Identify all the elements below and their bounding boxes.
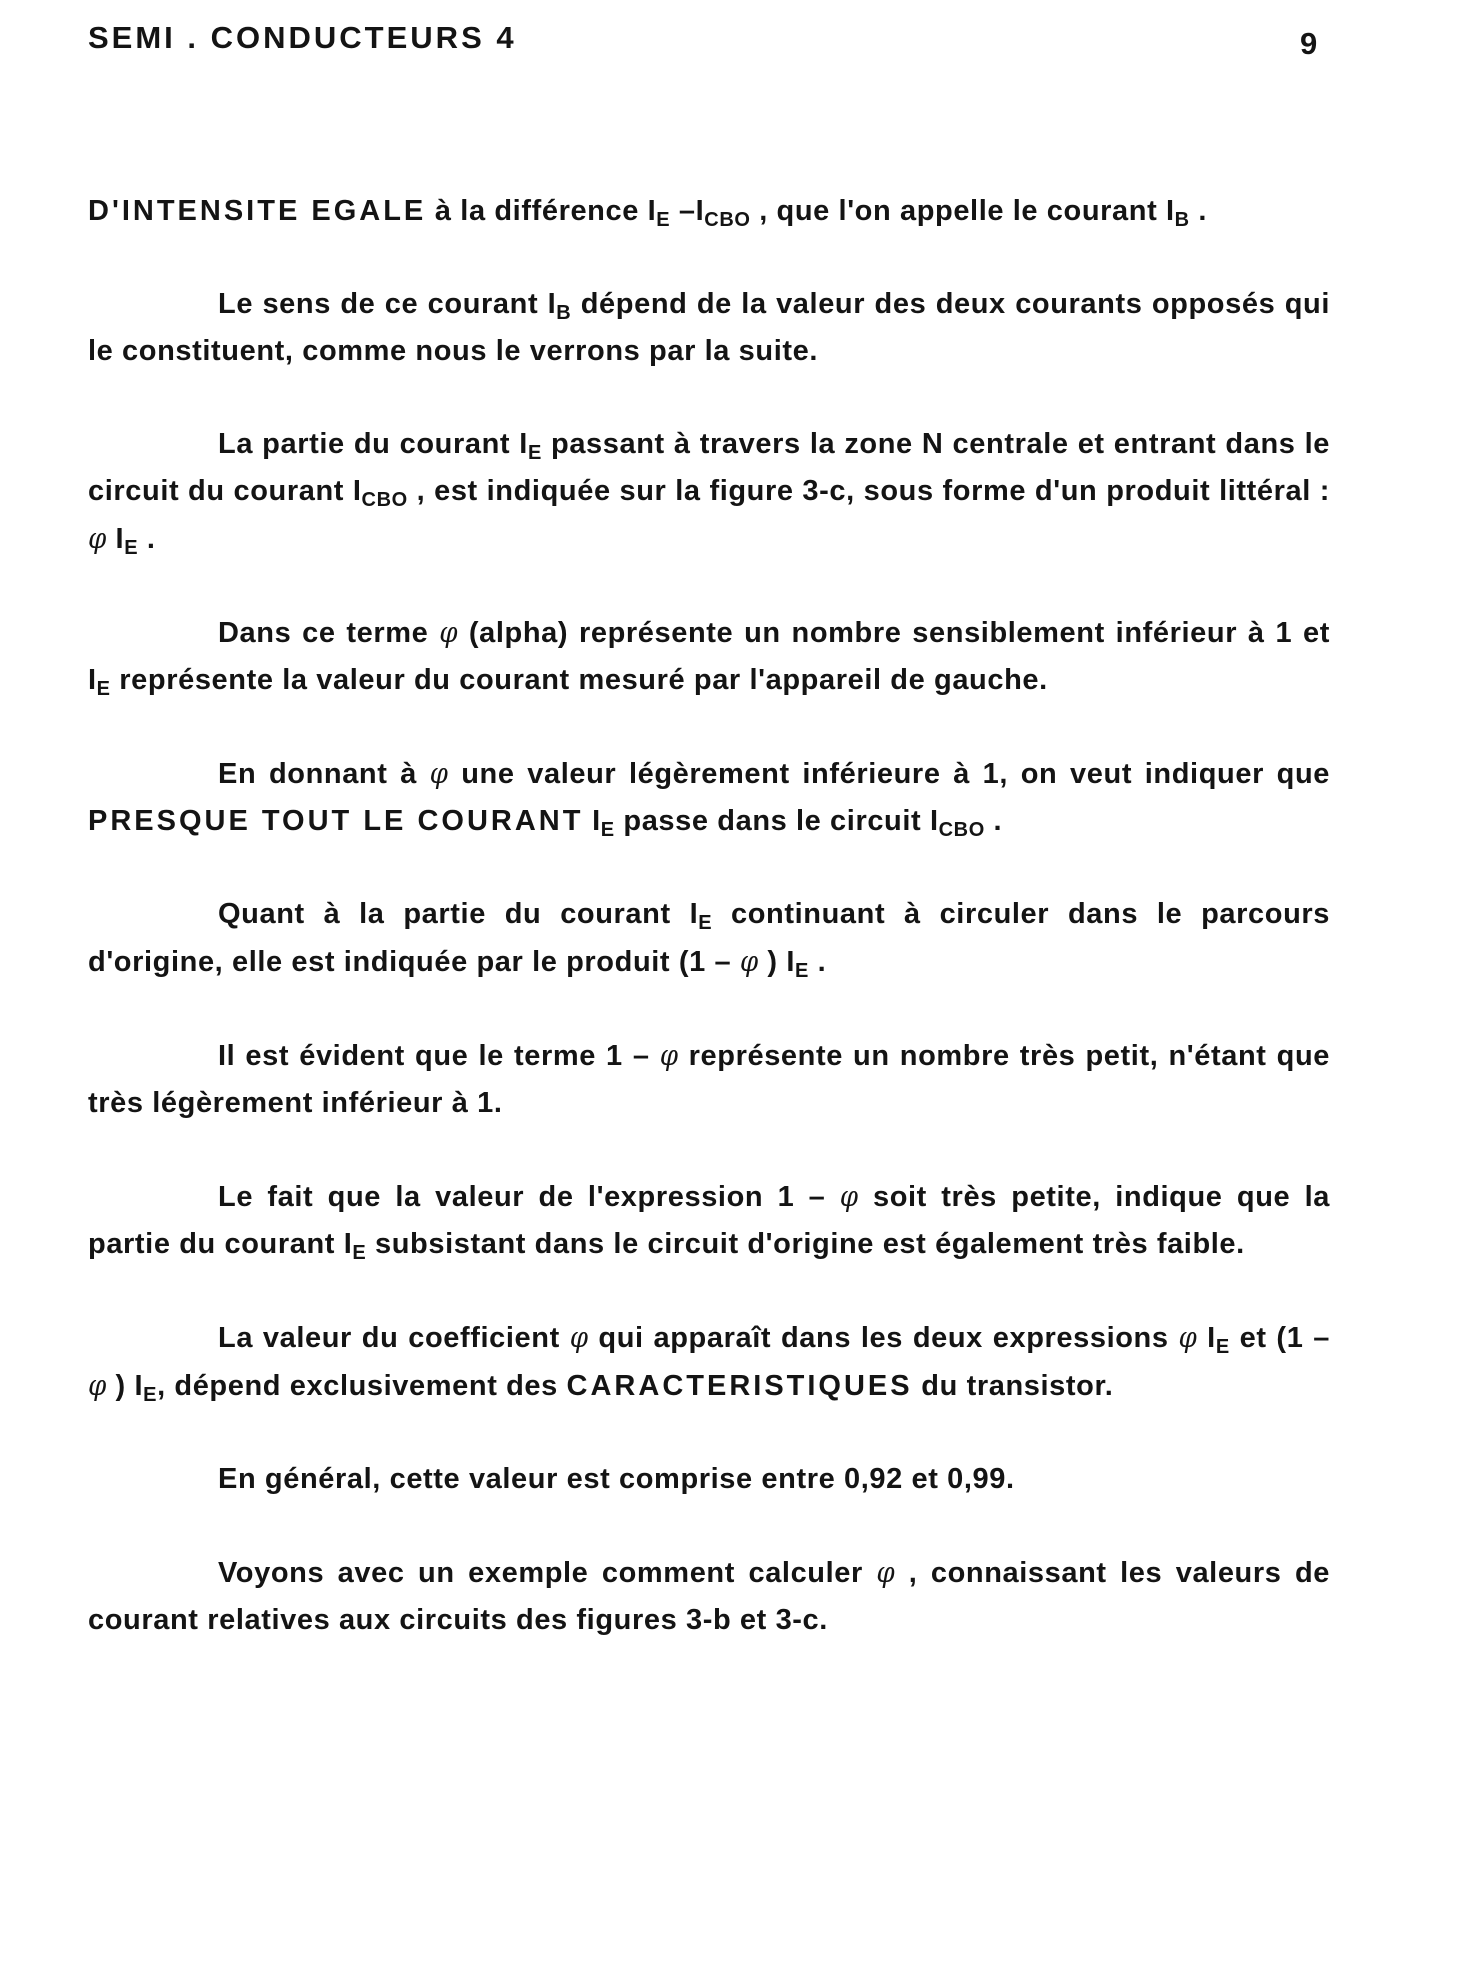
text-run: Le sens de ce courant xyxy=(218,288,548,320)
text-run: La partie du courant xyxy=(218,428,520,460)
paragraph-5 xyxy=(88,750,1330,845)
symbol-current: I xyxy=(1207,1322,1216,1354)
text-run: En général, cette valeur est comprise entre 0,92 et 0,99. xyxy=(218,1463,1015,1495)
phi-symbol: φ xyxy=(439,615,459,649)
paragraph-1 xyxy=(88,188,1330,235)
text-run: Il est évident que le terme 1 – xyxy=(218,1040,660,1072)
paragraph-10 xyxy=(88,1456,1330,1503)
text-run: à la différence xyxy=(426,195,648,227)
paragraph-4 xyxy=(88,609,1330,704)
subscript-cbo: CBO xyxy=(704,209,751,231)
symbol-current: I xyxy=(689,898,699,930)
text-run: . xyxy=(808,946,827,978)
symbol-current: I xyxy=(647,195,657,227)
text-run: et (1 – xyxy=(1229,1322,1330,1354)
text-run: Dans ce terme xyxy=(218,617,440,649)
paragraph-3 xyxy=(88,421,1330,563)
phi-symbol: φ xyxy=(88,1368,107,1402)
subscript-e: E xyxy=(794,960,809,982)
symbol-current: I xyxy=(88,664,97,696)
subscript-e: E xyxy=(143,1384,158,1406)
subscript-e: E xyxy=(527,442,542,464)
text-run: , connaissant les valeurs de courant relatives aux circuits des figures 3-b et 3-c. xyxy=(88,1557,1330,1636)
subscript-b: B xyxy=(1174,209,1190,231)
emphasis-caps: D'INTENSITE EGALE xyxy=(88,195,427,227)
text-run: . xyxy=(1189,195,1208,227)
symbol-current: I xyxy=(352,475,362,507)
subscript-e: E xyxy=(600,819,615,841)
symbol-current: I xyxy=(786,946,795,978)
paragraph-7 xyxy=(88,1032,1330,1127)
text-run: . xyxy=(138,523,156,555)
symbol-current: I xyxy=(115,523,125,555)
text-run: dépend de la valeur des deux courants opposés qui le constituent, comme nous le verrons par la suite. xyxy=(88,288,1330,367)
subscript-b: B xyxy=(556,302,572,324)
subscript-e: E xyxy=(698,912,713,934)
text-run: passant à travers la zone N centrale et entrant dans le circuit du courant xyxy=(88,428,1330,507)
symbol-current: I xyxy=(929,805,939,837)
text-run: du transistor. xyxy=(912,1370,1114,1402)
paragraph-9 xyxy=(88,1314,1330,1410)
text-run: ) xyxy=(758,946,787,978)
text-run: . xyxy=(984,805,1003,837)
symbol-current: I xyxy=(547,288,557,320)
paragraph-6 xyxy=(88,891,1330,986)
phi-symbol: φ xyxy=(839,1179,859,1213)
subscript-e: E xyxy=(96,678,111,700)
symbol-current: I xyxy=(134,1370,144,1402)
phi-symbol: φ xyxy=(88,521,107,555)
text-run: , dépend exclusivement des xyxy=(157,1370,567,1402)
text-run: Le fait que la valeur de l'expression 1 – xyxy=(218,1181,840,1213)
subscript-cbo: CBO xyxy=(938,819,985,841)
text-run: (alpha) représente un nombre sensiblement inférieur à 1 et xyxy=(458,617,1330,649)
phi-symbol: φ xyxy=(429,756,449,790)
text-run: soit très petite, indique que la partie du courant xyxy=(88,1181,1330,1260)
symbol-current: I xyxy=(1166,195,1175,227)
symbol-current: I xyxy=(592,805,601,837)
text-run: Quant à la partie du courant xyxy=(218,898,690,930)
paragraph-11 xyxy=(88,1549,1330,1644)
minus-sign: – xyxy=(670,195,696,227)
symbol-current: I xyxy=(343,1228,353,1260)
text-run: Voyons avec un exemple comment calculer xyxy=(218,1557,877,1589)
page-number: 9 xyxy=(1300,26,1318,61)
body-text xyxy=(88,188,1330,1690)
text-run: passe dans le circuit xyxy=(614,805,930,837)
text-run: subsistant dans le circuit d'origine est également très faible. xyxy=(366,1228,1245,1260)
running-title: SEMI . CONDUCTEURS 4 xyxy=(88,20,517,55)
paragraph-2 xyxy=(88,281,1330,375)
phi-symbol: φ xyxy=(1178,1320,1198,1354)
phi-symbol: φ xyxy=(876,1555,896,1589)
emphasis-caps: PRESQUE TOUT LE COURANT xyxy=(88,805,584,837)
text-run: représente un nombre très petit, n'étant que très légèrement inférieur à 1. xyxy=(88,1040,1330,1119)
phi-symbol: φ xyxy=(569,1320,589,1354)
text-run: une valeur légèrement inférieure à 1, on veut indiquer que xyxy=(448,758,1331,790)
text-run: continuant à circuler dans le parcours d'origine, elle est indiquée par le produit (1 – xyxy=(88,898,1330,978)
paragraph-8 xyxy=(88,1173,1330,1268)
emphasis-caps: CARACTERISTIQUES xyxy=(566,1370,913,1402)
subscript-e: E xyxy=(124,537,139,559)
text-run: ) xyxy=(106,1370,135,1402)
subscript-e: E xyxy=(656,209,671,231)
subscript-e: E xyxy=(1215,1336,1230,1358)
phi-symbol: φ xyxy=(739,944,759,978)
text-run: , est indiquée sur la figure 3-c, sous forme d'un produit littéral : xyxy=(407,475,1330,507)
text-run: qui apparaît dans les deux expressions xyxy=(588,1322,1179,1354)
symbol-current: I xyxy=(519,428,528,460)
text-run: représente la valeur du courant mesuré par l'appareil de gauche. xyxy=(110,664,1048,696)
phi-symbol: φ xyxy=(659,1038,679,1072)
text-run: En donnant à xyxy=(218,758,430,790)
symbol-current: I xyxy=(695,195,705,227)
subscript-e: E xyxy=(352,1242,367,1264)
text-run: , que l'on appelle le courant xyxy=(750,195,1166,227)
text-run: La valeur du coefficient xyxy=(218,1322,570,1354)
subscript-cbo: CBO xyxy=(361,489,408,511)
